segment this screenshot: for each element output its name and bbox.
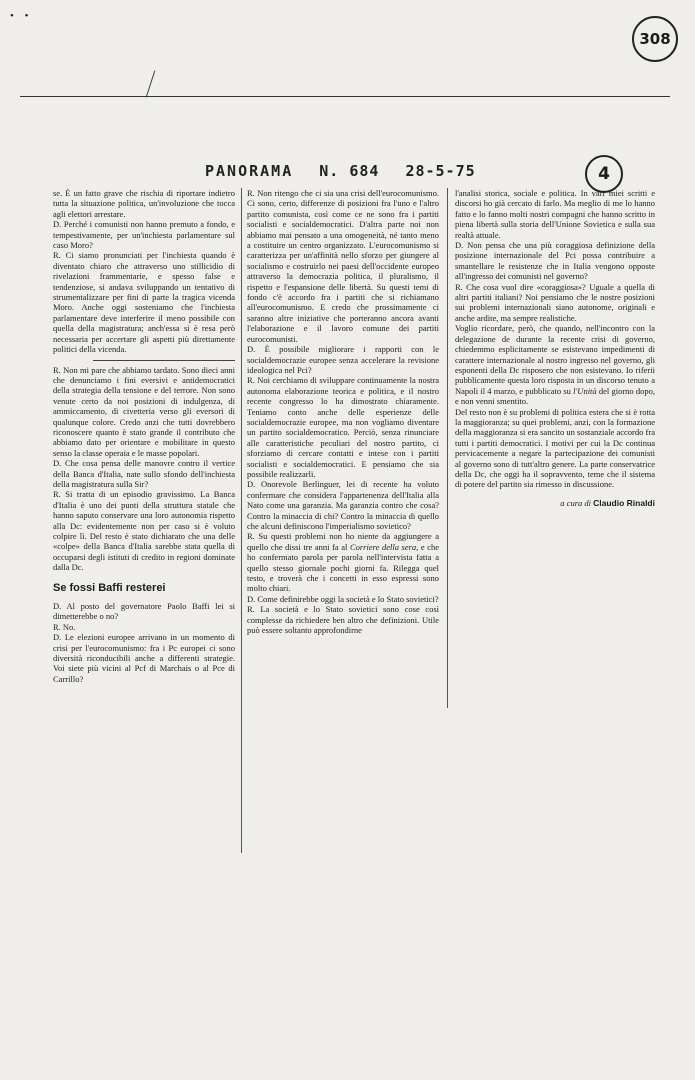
top-rule — [20, 96, 670, 97]
question: D. Le elezioni europee arrivano in un momento di crisi per l'eurocomunismo: fra i Pc europei ci sono diversità riconducibili anche a differenti strategie. Voi siete più vicini al Pcf di Marchais o al Pce di Carrillo? — [53, 632, 235, 684]
pencil-mark — [146, 71, 156, 98]
question: D. Che cosa pensa delle manovre contro il vertice della Banca d'Italia, nate sullo sfondo dell'inchiesta della magistratura sulla Sir? — [53, 458, 235, 489]
paragraph: se. È un fatto grave che rischia di riportare indietro tutta la situazione politica, un'involuzione che tocca agli elettori arrestare. — [53, 188, 235, 219]
handwritten-source-note — [205, 162, 565, 180]
subheading: Se fossi Baffi resterei — [53, 581, 166, 594]
paragraph — [455, 323, 655, 406]
separator-line — [93, 360, 235, 361]
answer-text: R. Su questi problemi non ho niente da aggiungere a quello che dissi tre anni fa al — [247, 531, 439, 552]
issue-number: N. 684 — [319, 162, 380, 180]
publication-name: PANORAMA — [205, 162, 294, 180]
paragraph-text: del giorno dopo, e non venni smentito. — [455, 385, 655, 407]
paragraph: Del resto non è su problemi di politica estera che si è rotta la maggioranza; su quei problemi, anzi, con la formazione della maggioranza si era sancito un sostanziale accordo fra tutti i partiti democratici. I motivi per cui la Dc continua pervicacemente a negare la partecipazione dei comunisti al governo sono di tutt'altro genere. La parte conservatrice della Dc, che oggi ha il sopravvento, teme che il sistema di potere del partito sia rimesso in discussione. — [455, 406, 655, 490]
question: D. È possibile migliorare i rapporti con le socialdemocrazie europee senza accelerare la revisione ideologica nel Pci? — [247, 344, 439, 375]
column-divider — [447, 188, 448, 708]
answer: R. Non ritengo che ci sia una crisi dell'eurocomunismo. Ci sono, certo, differenze di posizioni fra l'uno e l'altro partito comunista, così come ce ne sono fra i partiti socialisti e socialdemocratici. D'altra parte noi non abbiamo mai pensato a una omogeneità, né tanto meno a costituire un centro organizzato. L'eurocomunismo si caratterizza per un'affinità nello sforzo per giungere al socialismo e costruirlo nei paesi dell'occidente europeo attraverso la democrazia politica, il pluralismo, il rispetto e l'espansione delle libertà. Su questi temi di fondo c'è accordo fra i partiti che si richiamano all'eurocomunismo. E credo che prossimamente ci saranno altre iniziative che porteranno ancora avanti l'elaborazione e il lavoro comune dei partiti eurocomunisti. — [247, 188, 439, 344]
answer: R. La società e lo Stato sovietici sono cose così complesse da richiedere ben altro che definizioni. Utile può essere soltanto approfondirne — [247, 604, 439, 636]
newspaper-title: Corriere della sera — [349, 541, 417, 552]
paragraph-text: Voglio ricordare, però, che quando, nell'incontro con la delegazione de durante la recente crisi di governo, chiedemmo esplicitamente se esistevano impedimenti di carattere internazionale al nostro ingresso nel governo, gli esponenti della Dc risposero che non esistevano. Io riferii pubblicamente questa loro risposta in un discorso tenuto a Napoli il 4 marzo, e pubblicato su — [455, 323, 655, 396]
question: D. Perché i comunisti non hanno premuto a fondo, e tempestivamente, per un'inchiesta parlamentare sul caso Moro? — [53, 219, 235, 251]
author-credit — [455, 498, 655, 508]
article-column-2 — [247, 188, 439, 635]
credit-author: Claudio Rinaldi — [593, 497, 655, 508]
section-number-circle: 4 — [585, 155, 623, 193]
paragraph: l'analisi storica, sociale e politica. In vari miei scritti e discorsi ho già cercato di farlo. Ma meglio di me lo hanno fatto e lo fanno molti nostri compagni che hanno scritto in piena libertà sulla storia dell'Unione Sovietica e sulla sua realtà attuale. — [455, 188, 655, 240]
answer-text: , e che ho confermato parola per parola nell'intervista fatta a quello stesso giornale pochi giorni fa. Rilegga quel testo, e troverà che i concetti in esso espressi sono molto chiari. — [247, 541, 440, 594]
page-number-stamp: 308 — [632, 16, 678, 62]
question: D. Non pensa che una più coraggiosa definizione della posizione internazionale del Pci possa contribuire a smantellare le resistenze che in Italia vengono opposte all'ingresso dei comunisti nel governo? — [455, 240, 655, 282]
answer: R. Non mi pare che abbiamo tardato. Sono dieci anni che denunciamo i fini eversivi e antidemocratici della strategia della tensione e del terrore. Non sono venute certo da noi posizioni di indulgenza, di ammiccamento, di civetteria verso gli eversori di qualunque colore. Credo anzi che tutti dovrebbero riconoscere quanto è stato grande il contributo che abbiamo dato per orientare e mobilitare in questo senso la classe operaia e le masse popolari. — [53, 364, 235, 458]
question: D. Onorevole Berlinguer, lei di recente ha voluto confermare che considera l'appartenenza dell'Italia alla Nato come una garanzia. Ma garanzia contro che cosa? Contro la minaccia di chi? Contro la minaccia di quello che alcuni definiscono l'imperialismo sovietico? — [247, 479, 439, 531]
article-column-1 — [53, 188, 235, 684]
answer: R. Noi cerchiamo di sviluppare continuamente la nostra autonoma elaborazione teorica e politica, e il nostro recente congresso lo ha dimostrato chiaramente. Teniamo conto anche delle esperienze delle socialdemocrazie europee, ma non vogliamo diventare un partito socialdemocratico. Perciò, senza rinunciare alle caratteristiche peculiari del nostro partito, ci sforziamo di cercare contatti e intese con i partiti socialisti e socialdemocratici. E pensiamo che sia possibile realizzarli. — [247, 375, 439, 479]
top-margin-marks: • • — [10, 10, 33, 22]
column-divider — [241, 188, 242, 853]
issue-date: 28-5-75 — [405, 162, 476, 180]
question: D. Al posto del governatore Paolo Baffi lei si dimetterebbe o no? — [53, 601, 235, 622]
answer: R. Si tratta di un episodio gravissimo. La Banca d'Italia è uno dei punti della struttura statale che hanno saputo conservare una loro autonomia rispetto alla Dc: evidentemente non per caso si è voluto colpire lì. Del resto è stato dichiarato che una delle «colpe» della Banca d'Italia sarebbe stata quella di occuparsi degli istituti di credito in regioni dominate dalla Dc. — [53, 489, 235, 573]
answer: R. No. — [53, 621, 76, 632]
answer: R. Che cosa vuol dire «coraggiosa»? Uguale a quella di altri partiti italiani? Noi pensiamo che le nostre posizioni sui problemi internazionali siano autonome, originali e anche ardite, ma sempre realistiche. — [455, 281, 655, 323]
answer — [247, 531, 439, 593]
newspaper-title: l'Unità — [573, 385, 597, 396]
answer: R. Ci siamo pronunciati per l'inchiesta quando è diventato chiaro che attraverso uno stillicidio di rivelazioni frammentarie, e spesso false e tendenziose, si andava sviluppando un tentativo di strumentalizzare per fini di parte la tragica vicenda Moro. Anche oggi sosteniamo che l'inchiesta parlamentare deve interferire il meno possibile con quella della magistratura; anch'essa si è resa però necessaria per accertare gli aspetti più direttamente politici della vicenda. — [53, 250, 235, 355]
article-column-3 — [455, 188, 655, 508]
credit-prefix: a cura di — [560, 497, 591, 508]
question: D. Come definirebbe oggi la società e lo Stato sovietici? — [247, 593, 439, 604]
